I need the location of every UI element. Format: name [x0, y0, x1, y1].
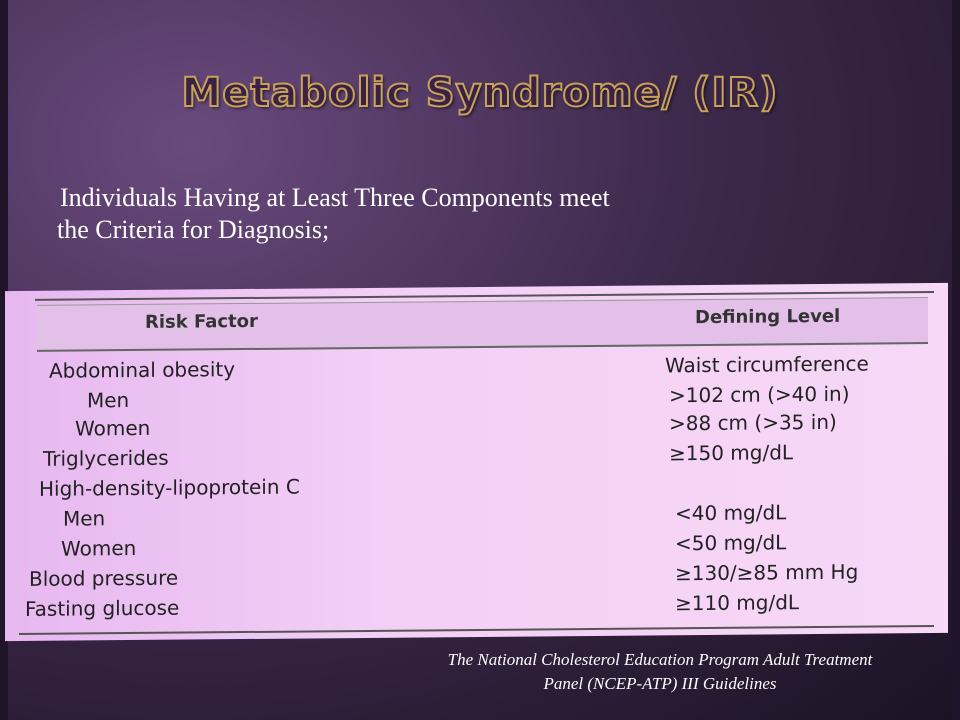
header-risk-factor: Risk Factor: [145, 310, 258, 333]
subtitle-line-2: the Criteria for Diagnosis;: [57, 215, 330, 244]
table-bottom-rule: [19, 625, 934, 635]
row-level-men-2: <40 mg/dL: [675, 500, 787, 526]
slide-subtitle: [57, 182, 860, 246]
source-citation: [380, 648, 940, 696]
row-factor-men-1: Men: [87, 388, 130, 413]
row-factor-women-1: Women: [75, 415, 151, 441]
row-level-women-2: <50 mg/dL: [675, 530, 787, 556]
citation-line-1: The National Cholesterol Education Program Adult Treatment: [447, 650, 873, 669]
header-defining-level: Defining Level: [695, 305, 841, 329]
row-level-waist: Waist circumference: [665, 351, 869, 378]
row-factor-abdominal-obesity: Abdominal obesity: [49, 357, 236, 383]
row-factor-women-2: Women: [61, 535, 137, 561]
slide-title: Metabolic Syndrome/ (IR): [181, 70, 779, 116]
row-level-blood-pressure: ≥130/≥85 mm Hg: [675, 559, 859, 586]
row-factor-men-2: Men: [63, 506, 106, 531]
row-level-men-1: >102 cm (>40 in): [669, 381, 850, 408]
row-level-women-1: >88 cm (>35 in): [669, 409, 837, 436]
criteria-table: [5, 283, 948, 641]
row-factor-fasting-glucose: Fasting glucose: [25, 595, 180, 621]
row-factor-blood-pressure: Blood pressure: [29, 565, 179, 591]
row-factor-hdl: High-density-lipoprotein C: [39, 474, 300, 501]
citation-line-2: Panel (NCEP-ATP) III Guidelines: [543, 674, 777, 693]
row-factor-triglycerides: Triglycerides: [43, 445, 169, 471]
row-level-fasting-glucose: ≥110 mg/dL: [675, 590, 800, 616]
row-level-triglycerides: ≥150 mg/dL: [669, 440, 794, 466]
subtitle-line-1: Individuals Having at Least Three Components meet: [60, 183, 610, 212]
